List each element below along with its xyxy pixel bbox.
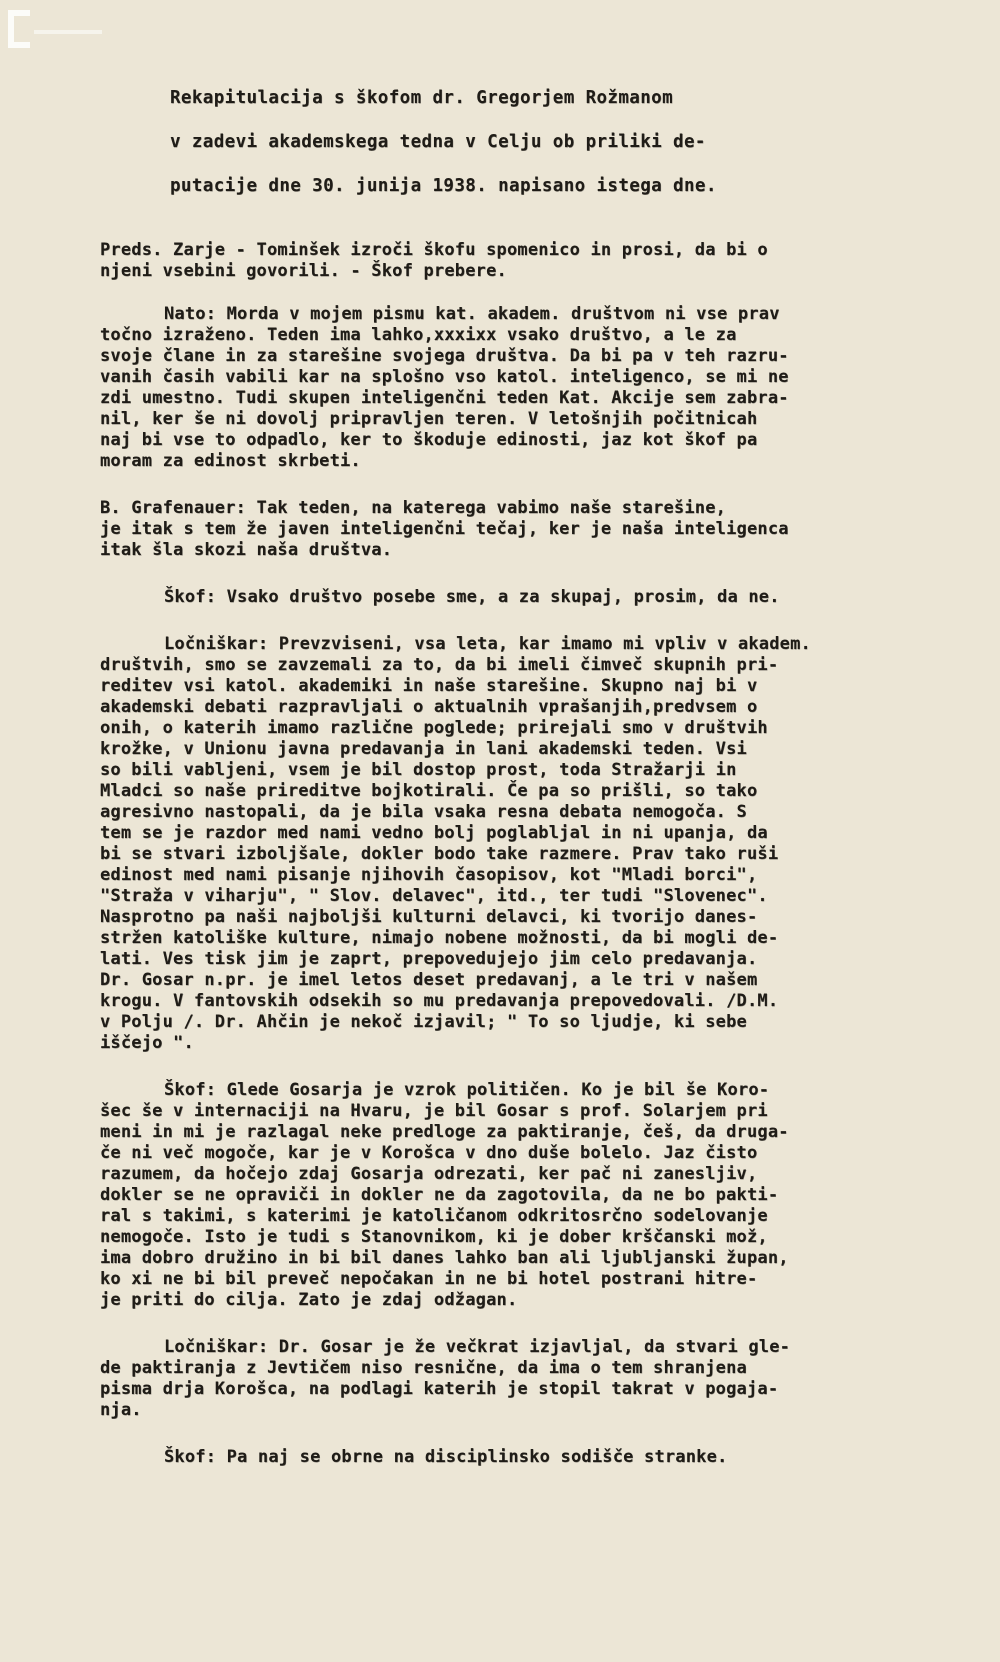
text-line: naj bi vse to odpadlo, ker to škoduje edinosti, jaz kot škof pa — [100, 430, 758, 450]
text-line: nja. — [100, 1400, 142, 1420]
text-line: če ni več mogoče, kar je v Korošca v dno duše bolelo. Jaz čisto — [100, 1143, 758, 1163]
document-body — [100, 240, 970, 1494]
text-line: akademski debati razpravljali o aktualnih vprašanjih,predvsem o — [100, 697, 758, 717]
text-line: društvih, smo se zavzemali za to, da bi imeli čimveč skupnih pri- — [100, 655, 779, 675]
document-title-block — [170, 76, 870, 208]
paragraph-bishop-short — [100, 587, 970, 608]
paragraph-locniskar-1 — [100, 634, 970, 1054]
text-line: svoje člane in za starešine svojega društva. Da bi pa v teh razru- — [100, 346, 789, 366]
text-line: tem se je razdor med nami vedno bolj poglabljal in ni upanja, da — [100, 823, 768, 843]
text-line: njeni vsebini govorili. - Škof prebere. — [100, 261, 507, 281]
text-line: Mladci so naše prireditve bojkotirali. Če pa so prišli, so tako — [100, 781, 758, 801]
paragraph-bishop-reply — [100, 304, 970, 472]
text-line: krogu. V fantovskih odsekih so mu predavanja prepovedovali. /D.M. — [100, 991, 779, 1011]
text-line: nil, ker še ni dovolj pripravljen teren. V letošnjih počitnicah — [100, 409, 758, 429]
paragraph-grafenauer — [100, 498, 970, 561]
text-line: itak šla skozi naša društva. — [100, 540, 393, 560]
text-line: Ločniškar: Prevzviseni, vsa leta, kar imamo mi vpliv v akadem. — [164, 634, 811, 654]
text-line: moram za edinost skrbeti. — [100, 451, 361, 471]
text-line: dokler se ne opraviči in dokler ne da zagotovila, da ne bo pakti- — [100, 1185, 779, 1205]
text-line: agresivno nastopali, da je bila vsaka resna debata nemogoča. S — [100, 802, 747, 822]
text-line: v Polju /. Dr. Ahčin je nekoč izjavil; " To so ljudje, ki sebe — [100, 1012, 747, 1032]
text-line: Škof: Pa naj se obrne na disciplinsko sodišče stranke. — [164, 1447, 728, 1467]
text-line: lati. Ves tisk jim je zaprt, prepovedujejo jim celo predavanja. — [100, 949, 758, 969]
text-line: pisma drja Korošca, na podlagi katerih je stopil takrat v pogaja- — [100, 1379, 779, 1399]
text-line: Nasprotno pa naši najboljši kulturni delavci, ki tvorijo danes- — [100, 907, 758, 927]
text-line: de paktiranja z Jevtičem niso resnične, da ima o tem shranjena — [100, 1358, 747, 1378]
title-line-1: Rekapitulacija s škofom dr. Gregorjem Rožmanom — [170, 88, 674, 108]
text-line: stržen katoliške kulture, nimajo nobene možnosti, da bi mogli de- — [100, 928, 779, 948]
text-line: iščejo ". — [100, 1033, 194, 1053]
text-line: vanih časih vabili kar na splošno vso katol. inteligenco, se mi ne — [100, 367, 789, 387]
text-line: Preds. Zarje - Tominšek izroči škofu spomenico in prosi, da bi o — [100, 240, 768, 260]
text-line: šec še v internaciji na Hvaru, je bil Gosar s prof. Solarjem pri — [100, 1101, 768, 1121]
archive-watermark-logo — [0, 0, 110, 58]
text-line: nemogoče. Isto je tudi s Stanovnikom, ki je dober krščanski mož, — [100, 1227, 768, 1247]
text-line: bi se stvari izboljšale, dokler bodo take razmere. Prav tako ruši — [100, 844, 779, 864]
text-line: Ločniškar: Dr. Gosar je že večkrat izjavljal, da stvari gle- — [164, 1337, 791, 1357]
text-line: Nato: Morda v mojem pismu kat. akadem. društvom ni vse prav — [164, 304, 780, 324]
title-line-3: putacije dne 30. junija 1938. napisano istega dne. — [170, 176, 717, 196]
text-line: je priti do cilja. Zato je zdaj odžagan. — [100, 1290, 518, 1310]
paragraph-bishop-gosar — [100, 1080, 970, 1311]
text-line: zdi umestno. Tudi skupen inteligenčni teden Kat. Akcije sem zabra- — [100, 388, 789, 408]
title-line-2: v zadevi akademskega tedna v Celju ob priliki de- — [170, 132, 706, 152]
paragraph-opening — [100, 240, 970, 282]
text-line: edinost med nami pisanje njihovih časopisov, kot "Mladi borci", — [100, 865, 758, 885]
paragraph-locniskar-2 — [100, 1337, 970, 1421]
text-line: ko xi ne bi bil preveč nepočakan in ne bi hotel postrani hitre- — [100, 1269, 758, 1289]
text-line: je itak s tem že javen inteligenčni tečaj, ker je naša inteligenca — [100, 519, 789, 539]
text-line: reditev vsi katol. akademiki in naše starešine. Skupno naj bi v — [100, 676, 758, 696]
text-line: razumem, da hočejo zdaj Gosarja odrezati, ker pač ni zanesljiv, — [100, 1164, 758, 1184]
text-line: Škof: Glede Gosarja je vzrok političen. Ko je bil še Koro- — [164, 1080, 770, 1100]
text-line: ima dobro družino in bi bil danes lahko ban ali ljubljanski župan, — [100, 1248, 789, 1268]
text-line: točno izraženo. Teden ima lahko,xxxixx vsako društvo, a le za — [100, 325, 737, 345]
text-line: "Straža v viharju", " Slov. delavec", itd., ter tudi "Slovenec". — [100, 886, 768, 906]
text-line: Škof: Vsako društvo posebe sme, a za skupaj, prosim, da ne. — [164, 587, 780, 607]
text-line: onih, o katerih imamo različne poglede; prirejali smo v društvih — [100, 718, 768, 738]
text-line: meni in mi je razlagal neke predloge za paktiranje, češ, da druga- — [100, 1122, 789, 1142]
text-line: krožke, v Unionu javna predavanja in lani akademski teden. Vsi — [100, 739, 747, 759]
text-line: B. Grafenauer: Tak teden, na katerega vabimo naše starešine, — [100, 498, 727, 518]
text-line: so bili vabljeni, vsem je bil dostop prost, toda Stražarji in — [100, 760, 737, 780]
text-line: Dr. Gosar n.pr. je imel letos deset predavanj, a le tri v našem — [100, 970, 758, 990]
paragraph-bishop-final — [100, 1447, 970, 1468]
text-line: ral s takimi, s katerimi je katoličanom odkritosrčno sodelovanje — [100, 1206, 768, 1226]
